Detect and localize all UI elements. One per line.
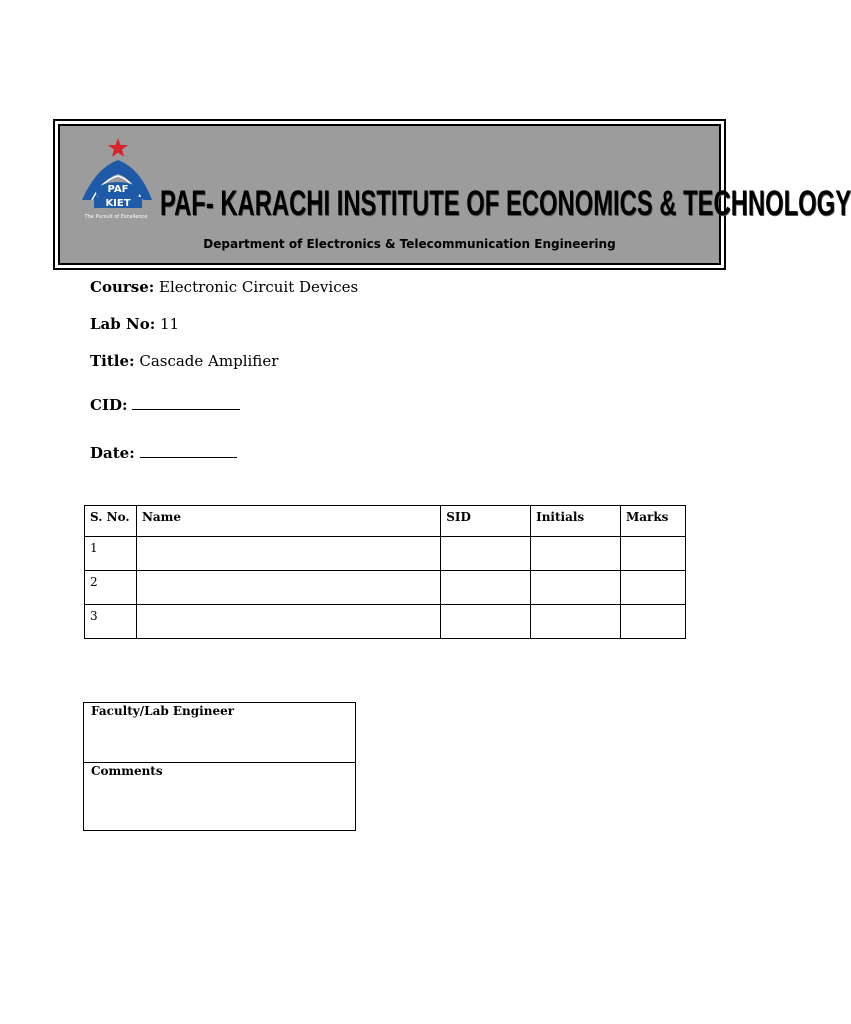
course-label: Course: — [90, 278, 155, 296]
row-initials-cell[interactable] — [531, 605, 621, 639]
date-blank-line[interactable] — [140, 456, 237, 458]
cid-blank-line[interactable] — [132, 408, 240, 410]
department-name: Department of Electronics & Telecommunication Engineering — [203, 237, 616, 251]
svg-text:KIET: KIET — [105, 198, 131, 209]
cid-field — [90, 396, 240, 414]
faculty-table — [83, 702, 356, 831]
faculty-lab-engineer-cell[interactable]: Faculty/Lab Engineer — [84, 703, 356, 763]
table-row — [85, 571, 686, 605]
row-sno: 3 — [85, 605, 137, 639]
table-row — [85, 605, 686, 639]
cid-label: CID: — [90, 396, 128, 414]
students-table-header-row — [85, 506, 686, 537]
row-sid-cell[interactable] — [441, 571, 531, 605]
paf-kiet-logo — [74, 134, 154, 230]
header-sid: SID — [441, 506, 531, 537]
date-field — [90, 444, 237, 462]
row-marks-cell[interactable] — [620, 537, 685, 571]
course-field — [90, 278, 358, 296]
header-marks: Marks — [620, 506, 685, 537]
svg-text:PAF: PAF — [107, 184, 129, 195]
lab-no-value: 11 — [155, 315, 180, 333]
row-sno: 1 — [85, 537, 137, 571]
header-sno: S. No. — [85, 506, 137, 537]
comments-row — [84, 763, 356, 831]
institute-name: PAF- KARACHI INSTITUTE OF ECONOMICS & TECHNOLOGY — [160, 184, 851, 223]
svg-text:The Pursuit of Excellence: The Pursuit of Excellence — [84, 214, 148, 220]
table-row — [85, 537, 686, 571]
row-name-cell[interactable] — [136, 571, 440, 605]
header-name: Name — [136, 506, 440, 537]
course-value: Electronic Circuit Devices — [154, 278, 359, 296]
faculty-row — [84, 703, 356, 763]
row-marks-cell[interactable] — [620, 571, 685, 605]
row-name-cell[interactable] — [136, 605, 440, 639]
row-sid-cell[interactable] — [441, 537, 531, 571]
title-field — [90, 352, 278, 370]
header-banner-inner — [58, 124, 851, 265]
row-marks-cell[interactable] — [620, 605, 685, 639]
comments-cell[interactable]: Comments — [84, 763, 356, 831]
header-banner — [53, 119, 851, 270]
lab-no-label: Lab No: — [90, 315, 156, 333]
title-value: Cascade Amplifier — [134, 352, 279, 370]
title-label: Title: — [90, 352, 135, 370]
row-sno: 2 — [85, 571, 137, 605]
logo-star-icon — [108, 138, 128, 157]
students-table — [84, 505, 686, 639]
row-sid-cell[interactable] — [441, 605, 531, 639]
date-label: Date: — [90, 444, 135, 462]
lab-no-field — [90, 315, 179, 333]
row-initials-cell[interactable] — [531, 571, 621, 605]
row-initials-cell[interactable] — [531, 537, 621, 571]
header-initials: Initials — [531, 506, 621, 537]
row-name-cell[interactable] — [136, 537, 440, 571]
